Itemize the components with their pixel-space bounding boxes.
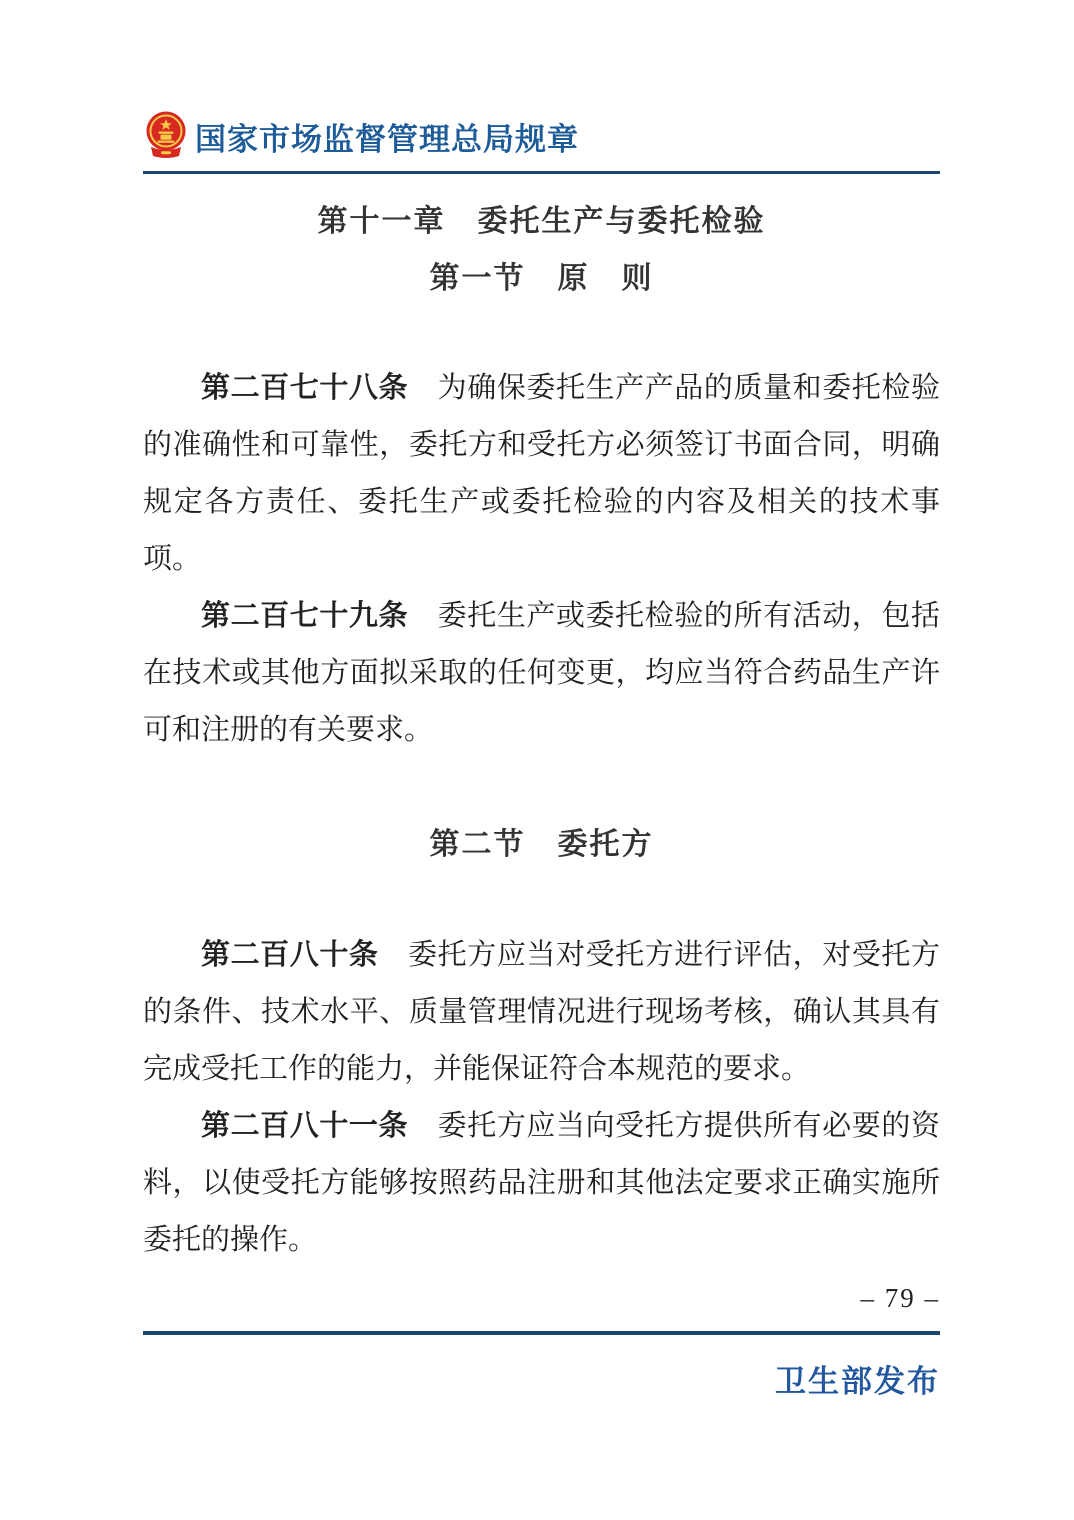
- article-279-number: 第二百七十九条: [201, 600, 409, 632]
- article-278-number: 第二百七十八条: [201, 372, 409, 404]
- section-1-title: 第一节 原 则: [429, 262, 654, 295]
- header-divider: [143, 171, 940, 174]
- national-emblem-icon: [143, 111, 189, 161]
- article-280-number: 第二百八十条: [201, 939, 379, 971]
- page-number: – 79 –: [860, 1283, 940, 1313]
- article-281: [143, 1098, 940, 1269]
- document-body: [143, 360, 940, 1269]
- article-279-text: 委托生产或委托检验的所有活动，包括在技术或其他方面拟采取的任何变更，均应当符合药品生产许可和注册的有关要求。: [143, 600, 940, 746]
- article-280-text: 委托方应当对受托方进行评估，对受托方的条件、技术水平、质量管理情况进行现场考核，确认其具有完成受托工作的能力，并能保证符合本规范的要求。: [143, 939, 940, 1085]
- chapter-title: 第十一章 委托生产与委托检验: [317, 205, 766, 238]
- article-280: [143, 927, 940, 1098]
- footer-divider: [143, 1331, 940, 1335]
- section-2-title: 第二节 委托方: [429, 828, 654, 861]
- header-title: 国家市场监督管理总局规章: [195, 121, 579, 157]
- page-header: [143, 110, 940, 162]
- article-278-text: 为确保委托生产产品的质量和委托检验的准确性和可靠性，委托方和受托方必须签订书面合同，明确规定各方责任、委托生产或委托检验的内容及相关的技术事项。: [143, 372, 940, 575]
- publisher-label: 卫生部发布: [775, 1364, 940, 1399]
- article-279: [143, 588, 940, 759]
- article-281-text: 委托方应当向受托方提供所有必要的资料，以使受托方能够按照药品注册和其他法定要求正确实施所委托的操作。: [143, 1110, 940, 1256]
- article-281-number: 第二百八十一条: [201, 1110, 409, 1142]
- article-278: [143, 360, 940, 588]
